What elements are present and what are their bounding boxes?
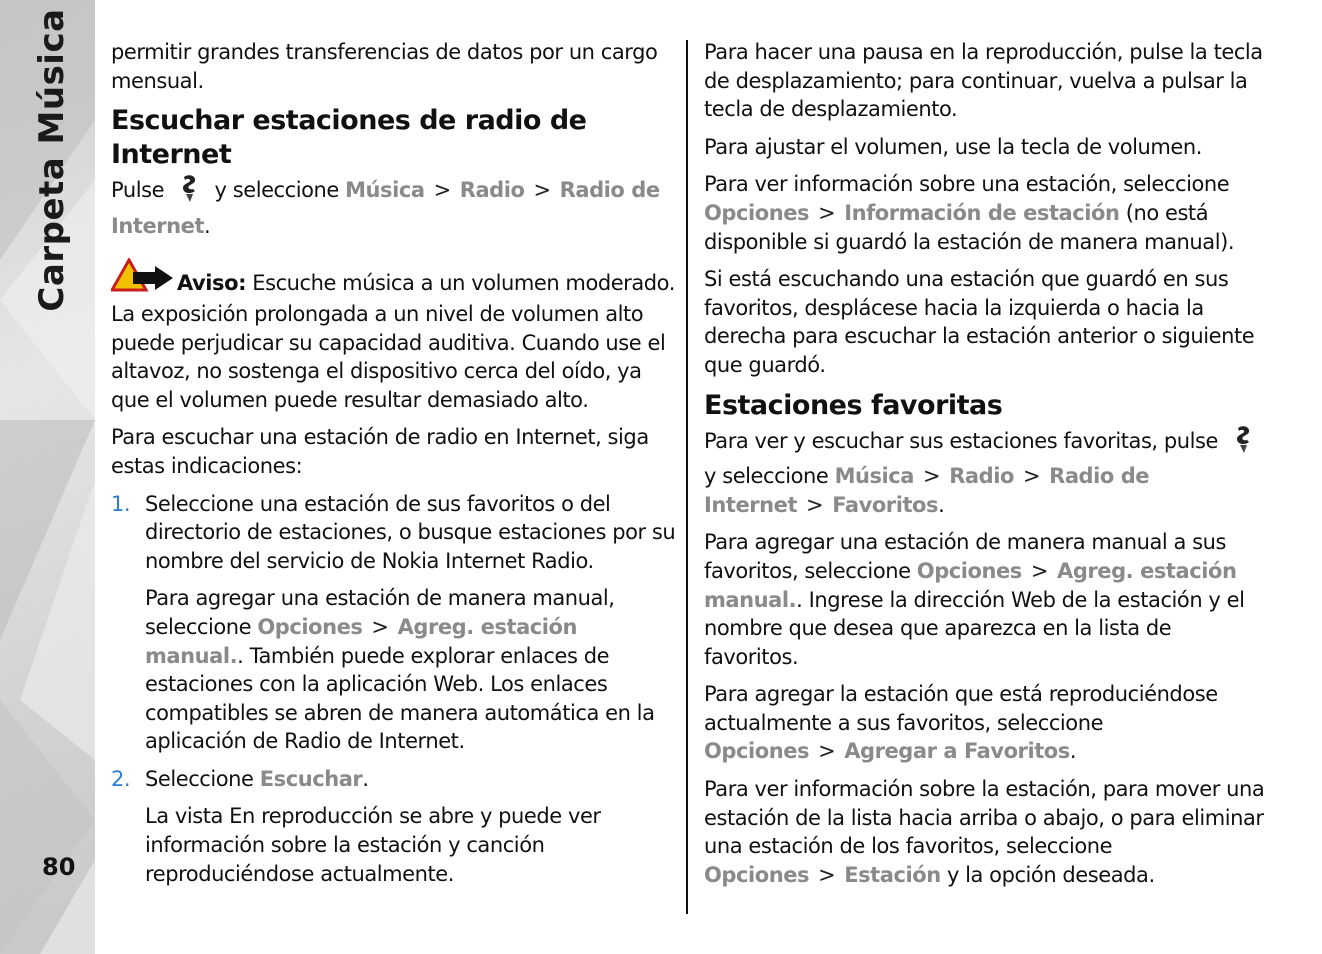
menu-opciones: Opciones — [704, 200, 810, 225]
p5-end: . — [938, 492, 945, 517]
path-sep: > — [1030, 558, 1049, 583]
path-radio: Radio — [459, 178, 525, 203]
para-view-favorites — [704, 425, 1269, 520]
list-number-2: 2. — [111, 766, 131, 791]
heading-favorites: Estaciones favoritas — [704, 389, 1003, 421]
pulse-before: Pulse — [111, 178, 165, 203]
step1b-after: . También puede explorar enlaces de estaciones con la aplicación Web. Los enlaces compatibles se abren de manera automática en la aplicación de Radio de Internet. — [145, 643, 655, 754]
menu-opciones: Opciones — [916, 558, 1022, 583]
para-station-info — [704, 170, 1269, 256]
menu-opciones: Opciones — [704, 862, 810, 887]
p8-after: y la opción deseada. — [946, 862, 1155, 887]
path-sep: > — [923, 464, 941, 489]
path-sep: > — [818, 739, 836, 764]
heading-internet-radio: Escuchar estaciones de radio de Internet — [111, 105, 587, 171]
warning-label: Aviso: — [177, 271, 247, 296]
p6-before: Para agregar una estación de manera manual a sus favoritos, seleccione — [704, 530, 1227, 583]
path-musica: Música — [834, 464, 915, 489]
right-column — [704, 38, 1269, 898]
menu-agreg-estacion: Agreg. estación manual. — [145, 614, 578, 668]
menu-key-icon — [1230, 425, 1256, 463]
p8-before: Para ver información sobre la estación, para mover una estación de la lista hacia arriba o abajo, o para eliminar una estación de los favoritos, seleccione — [704, 777, 1265, 859]
menu-estacion: Estación — [844, 862, 941, 887]
page-number: 80 — [42, 853, 76, 881]
section-title: Carpeta Música — [32, 8, 72, 312]
list-item-2 — [111, 765, 676, 794]
warning-block — [111, 258, 676, 414]
para-add-current — [704, 680, 1269, 766]
list-item-1 — [111, 490, 676, 576]
path-musica: Música — [345, 178, 425, 203]
p7-before: Para agregar la estación que está reproduciéndose actualmente a sus favoritos, seleccione — [704, 682, 1218, 735]
path-sep: > — [818, 862, 836, 887]
menu-opciones: Opciones — [704, 739, 810, 764]
p5-mid: y seleccione — [704, 464, 829, 489]
menu-agreg-estacion: Agreg. estación manual. — [704, 558, 1237, 612]
intro-text: permitir grandes transferencias de datos por un cargo mensual. — [111, 40, 658, 93]
path-sep: > — [806, 492, 824, 517]
step1b-before: Para agregar una estación de manera manual, seleccione — [145, 586, 615, 639]
path-sep: > — [818, 200, 836, 225]
path-sep: > — [433, 178, 451, 203]
menu-escuchar: Escuchar — [259, 766, 363, 791]
path-sep: > — [533, 178, 551, 203]
step1-text: Seleccione una estación de sus favoritos o del directorio de estaciones, o busque estaciones por su nombre del servicio de Nokia Internet Radio. — [145, 491, 676, 573]
p5-before: Para ver y escuchar sus estaciones favoritas, pulse — [704, 428, 1218, 453]
path-radio-internet: Radio de Internet — [704, 464, 1150, 517]
menu-agregar-favoritos: Agregar a Favoritos — [844, 739, 1070, 764]
path-radio: Radio — [949, 464, 1014, 489]
menu-key-icon — [176, 174, 202, 212]
para-pause: Para hacer una pausa en la reproducción, pulse la tecla de desplazamiento; para continuar, vuelva a pulsar la tecla de desplazamiento. — [704, 40, 1263, 122]
path-sep: > — [371, 614, 389, 639]
path-favoritos: Favoritos — [832, 492, 939, 517]
para-manage-station — [704, 775, 1269, 889]
step2-before: Seleccione — [145, 766, 254, 791]
column-divider — [686, 40, 688, 914]
p7-end: . — [1069, 739, 1077, 764]
left-column — [111, 38, 676, 897]
menu-info-estacion: Información de estación — [844, 200, 1120, 225]
para-add-manual — [704, 528, 1269, 671]
pulse-end: . — [204, 213, 211, 238]
sidebar — [0, 0, 95, 954]
warning-icon — [111, 258, 173, 300]
p3-after: (no está disponible si guardó la estación de manera manual). — [704, 200, 1235, 254]
p3-before: Para ver información sobre una estación, seleccione — [704, 172, 1230, 197]
pulse-after: y seleccione — [214, 178, 339, 203]
menu-opciones: Opciones — [257, 614, 363, 639]
warning-text: Escuche música a un volumen moderado. La exposición prolongada a un nivel de volumen alto puede perjudicar su capacidad auditiva. Cuando use el altavoz, no sostenga el dispositivo cerca del oído, ya que el volumen puede resultar demasiado alto. — [111, 271, 675, 412]
pulse-instruction — [111, 174, 676, 240]
p6-after: . Ingrese la dirección Web de la estación y el nombre que desea que aparezca en la lista de favoritos. — [704, 587, 1245, 669]
para-favorites-nav: Si está escuchando una estación que guardó en sus favoritos, desplácese hacia la izquierda o hacia la derecha para escuchar la estación anterior o siguiente que guardó. — [704, 267, 1255, 377]
path-sep: > — [1022, 464, 1041, 489]
path-radio-internet: Radio de Internet — [111, 178, 660, 238]
para-instructions: Para escuchar una estación de radio en Internet, siga estas indicaciones: — [111, 425, 649, 478]
step2-after: . — [362, 766, 369, 791]
list-number-1: 1. — [111, 491, 131, 516]
para-volume: Para ajustar el volumen, use la tecla de volumen. — [704, 134, 1202, 159]
step2-detail: La vista En reproducción se abre y puede ver información sobre la estación y canción reproduciéndose actualmente. — [145, 804, 601, 886]
step1-detail — [111, 584, 676, 756]
